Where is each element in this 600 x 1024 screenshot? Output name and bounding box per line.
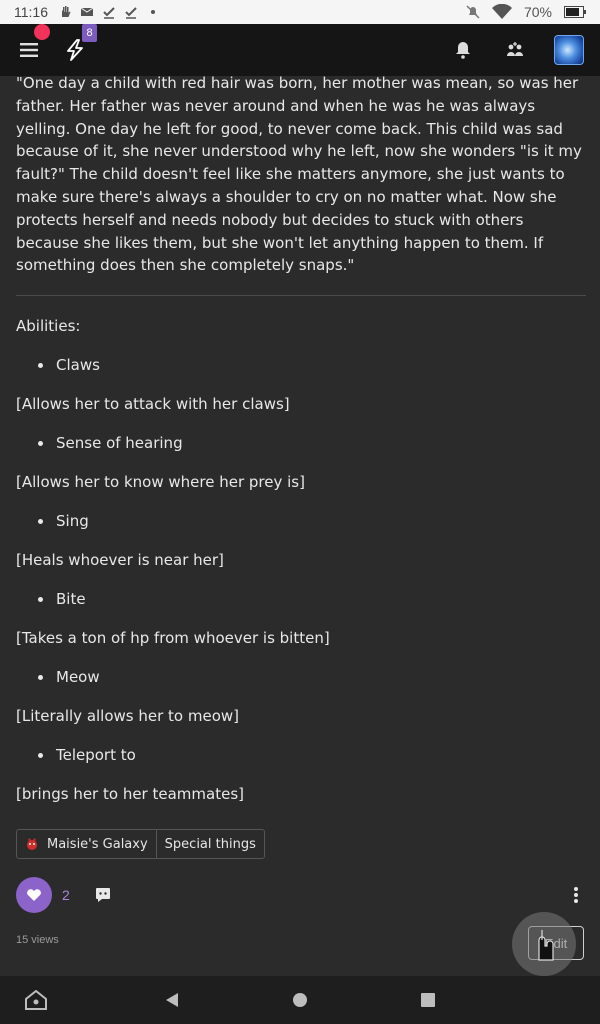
- home-lock-icon: [25, 990, 47, 1010]
- ability-description: [brings her to her teammates]: [16, 785, 244, 804]
- bell-icon: [455, 41, 471, 59]
- community-logo-icon: [25, 837, 39, 851]
- ability-name: Sing: [38, 511, 586, 531]
- like-button[interactable]: [16, 877, 52, 913]
- wifi-icon: [492, 4, 512, 20]
- menu-notification-dot: [34, 24, 50, 40]
- ability-description: [Takes a ton of hp from whoever is bitten]: [16, 629, 330, 648]
- ability-name: Claws: [38, 355, 586, 375]
- members-button[interactable]: [502, 37, 528, 63]
- system-nav-bar: [0, 976, 600, 1024]
- ability-description: [Allows her to know where her prey is]: [16, 473, 305, 492]
- dot-icon: [146, 5, 160, 19]
- more-vertical-icon: [573, 886, 579, 904]
- home-circle-icon: [292, 992, 308, 1008]
- notifications-button[interactable]: [450, 37, 476, 63]
- ability-name: Bite: [38, 589, 586, 609]
- back-button[interactable]: [160, 988, 184, 1012]
- battery-icon: [564, 6, 586, 18]
- assistant-button[interactable]: [24, 988, 48, 1012]
- touch-indicator: [512, 912, 576, 976]
- status-notification-icons: [58, 5, 160, 19]
- ability-name: Meow: [38, 667, 586, 687]
- check-icon: [124, 5, 138, 19]
- lightning-icon: [64, 39, 86, 61]
- ability-description: [Heals whoever is near her]: [16, 551, 224, 570]
- check-icon: [102, 5, 116, 19]
- hamburger-icon: [20, 42, 38, 58]
- mail-icon: [80, 5, 94, 19]
- back-triangle-icon: [164, 992, 180, 1008]
- comment-button[interactable]: [92, 884, 114, 906]
- ability-description: [Literally allows her to meow]: [16, 707, 240, 726]
- post-content: [16, 72, 586, 859]
- community-name: Maisie's Galaxy: [47, 836, 148, 852]
- more-options-button[interactable]: [566, 883, 586, 907]
- recents-square-icon: [420, 992, 436, 1008]
- ability-name: Sense of hearing: [38, 433, 586, 453]
- status-bar: [0, 0, 600, 24]
- ability-name: Teleport to: [38, 745, 586, 765]
- like-count: 2: [62, 887, 70, 903]
- home-button[interactable]: [288, 988, 312, 1012]
- story-text: "One day a child with red hair was born, her mother was mean, so was her father. Her father was never around and when he was he was always yelling. One day he left for good, to never come back. This child was sad because of it, she never understood why he left, now she wonders "is it my fault?" The child doesn't feel like she matters anymore, she just wants to make sure there's always a shoulder to cry on no matter what. Now she protects herself and needs nobody but decides to stuck with others because she likes them, but she won't let anything happen to them. If something does then she completely snaps.": [16, 74, 582, 275]
- activity-badge: 8: [82, 24, 97, 42]
- category-chip[interactable]: [156, 830, 264, 858]
- status-time: 11:16: [14, 4, 48, 20]
- community-chip[interactable]: [17, 830, 156, 858]
- tag-chips: [16, 829, 265, 859]
- hand-icon: [58, 5, 72, 19]
- mute-icon: [466, 5, 480, 19]
- menu-button[interactable]: [16, 37, 42, 63]
- pointer-hand-icon: [529, 926, 559, 962]
- heart-icon: [26, 888, 42, 902]
- battery-percent: 70%: [523, 4, 552, 20]
- view-count: 15 views: [16, 934, 59, 946]
- user-avatar[interactable]: [554, 35, 584, 65]
- category-name: Special things: [164, 836, 256, 852]
- comment-icon: [94, 886, 112, 904]
- abilities-heading: Abilities:: [16, 317, 81, 336]
- people-icon: [506, 41, 524, 59]
- top-toolbar: [0, 24, 600, 76]
- ability-description: [Allows her to attack with her claws]: [16, 395, 290, 414]
- post-actions: [16, 876, 586, 914]
- recents-button[interactable]: [416, 988, 440, 1012]
- section-divider: [16, 295, 586, 296]
